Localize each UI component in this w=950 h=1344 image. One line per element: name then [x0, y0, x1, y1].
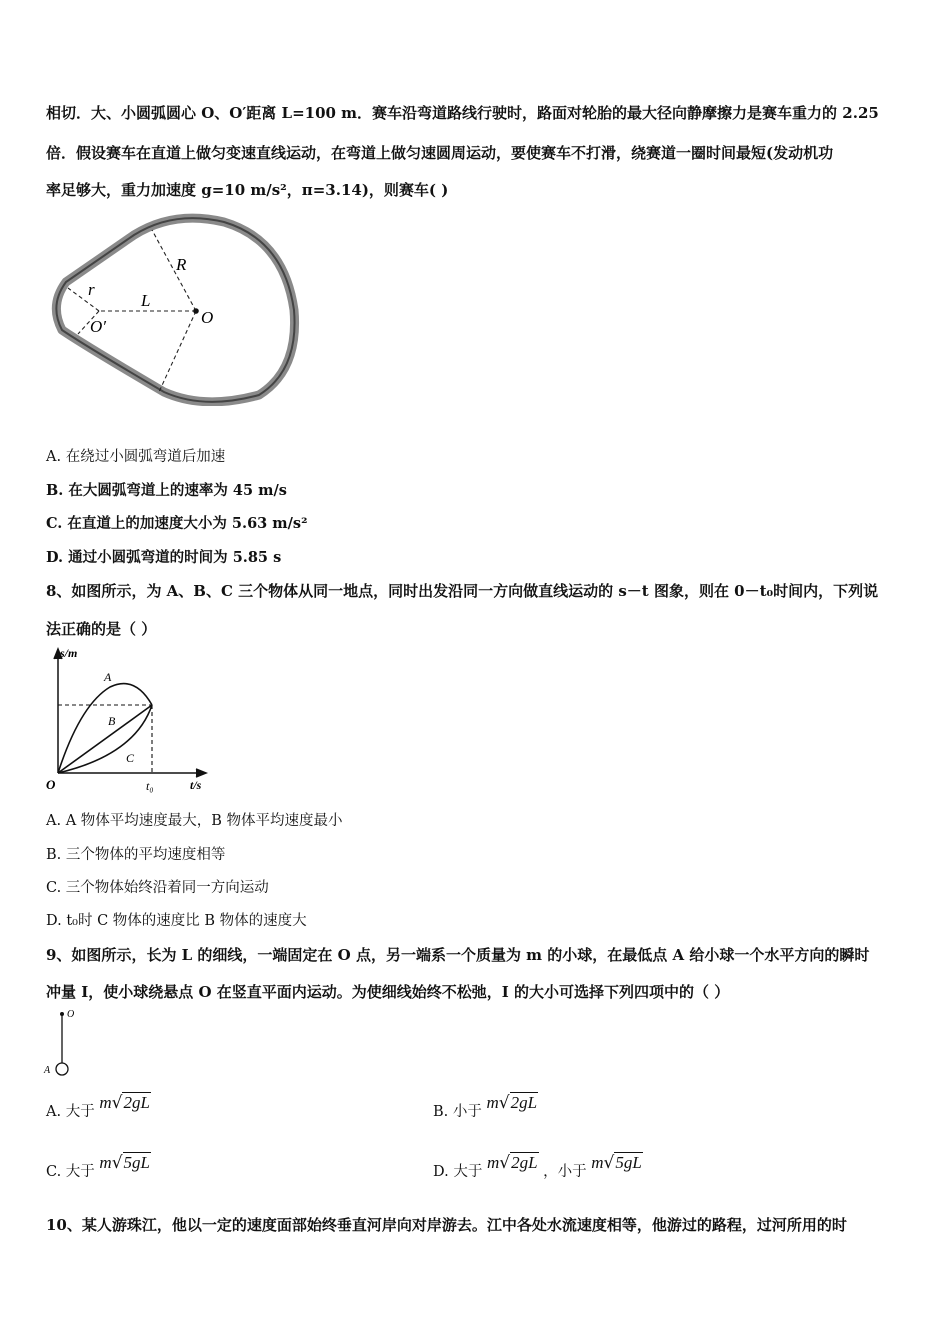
- ball-A: [56, 1063, 68, 1075]
- q8-text-line-2: 法正确的是（ ）: [46, 620, 157, 638]
- radius-lower-line: [159, 311, 196, 392]
- q7-text-line-2: 倍．假设赛车在直道上做匀变速直线运动，在弯道上做匀速圆周运动，要使赛车不打滑，绕赛道一圈时间最短(发动机功: [46, 144, 834, 162]
- y-axis-label: s/m: [60, 646, 78, 660]
- label-R: R: [176, 255, 187, 274]
- q7-text-line-1: 相切．大、小圆弧圆心 O、O′距离 L=100 m．赛车沿弯道路线行驶时，路面对轮胎的最大径向静摩擦力是赛车重力的 2.25: [46, 104, 879, 122]
- radicand: 2gL: [123, 1093, 150, 1112]
- sqrt-icon: √: [498, 1093, 510, 1113]
- q8-text-line-1: 8、如图所示，为 A、B、C 三个物体从同一地点，同时出发沿同一方向做直线运动的 s－t 图象，则在 0－t₀时间内，下列说: [46, 582, 879, 600]
- label-O-prime: O′: [90, 317, 106, 336]
- q9-text-line-1: 9、如图所示，长为 L 的细线，一端固定在 O 点，另一端系一个质量为 m 的小球，在最低点 A 给小球一个水平方向的瞬时: [46, 946, 870, 964]
- q9-option-c[interactable]: [46, 1153, 151, 1181]
- q8-option-a[interactable]: A. A 物体平均速度最大，B 物体平均速度最小: [46, 813, 343, 829]
- q7-option-a[interactable]: A. 在绕过小圆弧弯道后加速: [46, 449, 226, 465]
- sqrt-icon: √: [111, 1153, 123, 1173]
- radicand: 5gL: [615, 1153, 642, 1172]
- label-A: A: [44, 1065, 51, 1076]
- radicand: 2gL: [511, 1153, 538, 1172]
- origin-label: O: [46, 777, 56, 792]
- q9-option-b[interactable]: [433, 1093, 538, 1121]
- sqrt-icon: √: [499, 1153, 511, 1173]
- q10-text-line-1: 10、某人游珠江，他以一定的速度面部始终垂直河岸向对岸游去。江中各处水流速度相等，他游过的路程，过河所用的时: [46, 1216, 847, 1234]
- mass-m: m: [99, 1093, 112, 1112]
- q7-option-b[interactable]: B. 在大圆弧弯道上的速率为 45 m/s: [46, 482, 287, 499]
- s-t-graph-figure: [40, 645, 220, 795]
- option-b-prefix: B. 小于: [433, 1104, 482, 1120]
- label-L: L: [141, 291, 151, 310]
- q9-option-a[interactable]: [46, 1093, 151, 1121]
- sqrt-icon: √: [603, 1153, 615, 1173]
- option-d-prefix: D. 大于: [433, 1164, 483, 1180]
- x-axis-label: t/s: [190, 778, 202, 792]
- option-c-prefix: C. 大于: [46, 1164, 95, 1180]
- mass-m: m: [486, 1093, 499, 1112]
- option-c-formula: [99, 1153, 151, 1172]
- q8-option-b[interactable]: B. 三个物体的平均速度相等: [46, 847, 226, 863]
- label-O: O: [201, 308, 214, 327]
- q9-text-line-2: 冲量 I，使小球绕悬点 O 在竖直平面内运动。为使细线始终不松弛，I 的大小可选择下列四项中的（ ）: [46, 983, 730, 1001]
- option-a-formula: [99, 1093, 151, 1112]
- x-axis-arrow: [196, 769, 206, 777]
- t0-label: t₀: [146, 779, 154, 793]
- option-a-prefix: A. 大于: [46, 1104, 95, 1120]
- curve-A-label: A: [104, 670, 112, 684]
- center-O-dot: [193, 308, 199, 314]
- option-d-formula-1: [487, 1153, 539, 1172]
- q9-option-d[interactable]: [433, 1153, 643, 1181]
- q7-option-c[interactable]: C. 在直道上的加速度大小为 5.63 m/s²: [46, 515, 308, 532]
- q7-text-line-3: 率足够大，重力加速度 g=10 m/s²，π=3.14)，则赛车( ): [46, 181, 449, 199]
- radicand: 5gL: [123, 1153, 150, 1172]
- option-b-formula: [486, 1093, 538, 1112]
- pendulum-figure: [40, 1005, 100, 1080]
- q7-option-d[interactable]: D. 通过小圆弧弯道的时间为 5.85 s: [46, 549, 282, 566]
- q8-option-c[interactable]: C. 三个物体始终沿着同一方向运动: [46, 880, 269, 896]
- mass-m: m: [486, 1153, 500, 1172]
- q8-option-d[interactable]: D. t₀时 C 物体的速度比 B 物体的速度大: [46, 913, 307, 929]
- option-d-formula-2: [591, 1153, 643, 1172]
- curve-A: [58, 684, 152, 773]
- track-outline: [56, 218, 294, 402]
- radius-R-line: [152, 230, 196, 311]
- label-r: r: [88, 280, 95, 299]
- radicand: 2gL: [510, 1093, 538, 1112]
- sqrt-icon: √: [111, 1093, 123, 1113]
- line-B-label: B: [108, 714, 116, 728]
- line-B: [58, 705, 152, 773]
- mass-m: m: [591, 1153, 604, 1172]
- label-O: O: [67, 1009, 75, 1020]
- curve-C-label: C: [126, 751, 135, 765]
- option-d-mid: ，小于: [543, 1164, 587, 1180]
- race-track-figure: [44, 210, 304, 406]
- mass-m: m: [99, 1153, 112, 1172]
